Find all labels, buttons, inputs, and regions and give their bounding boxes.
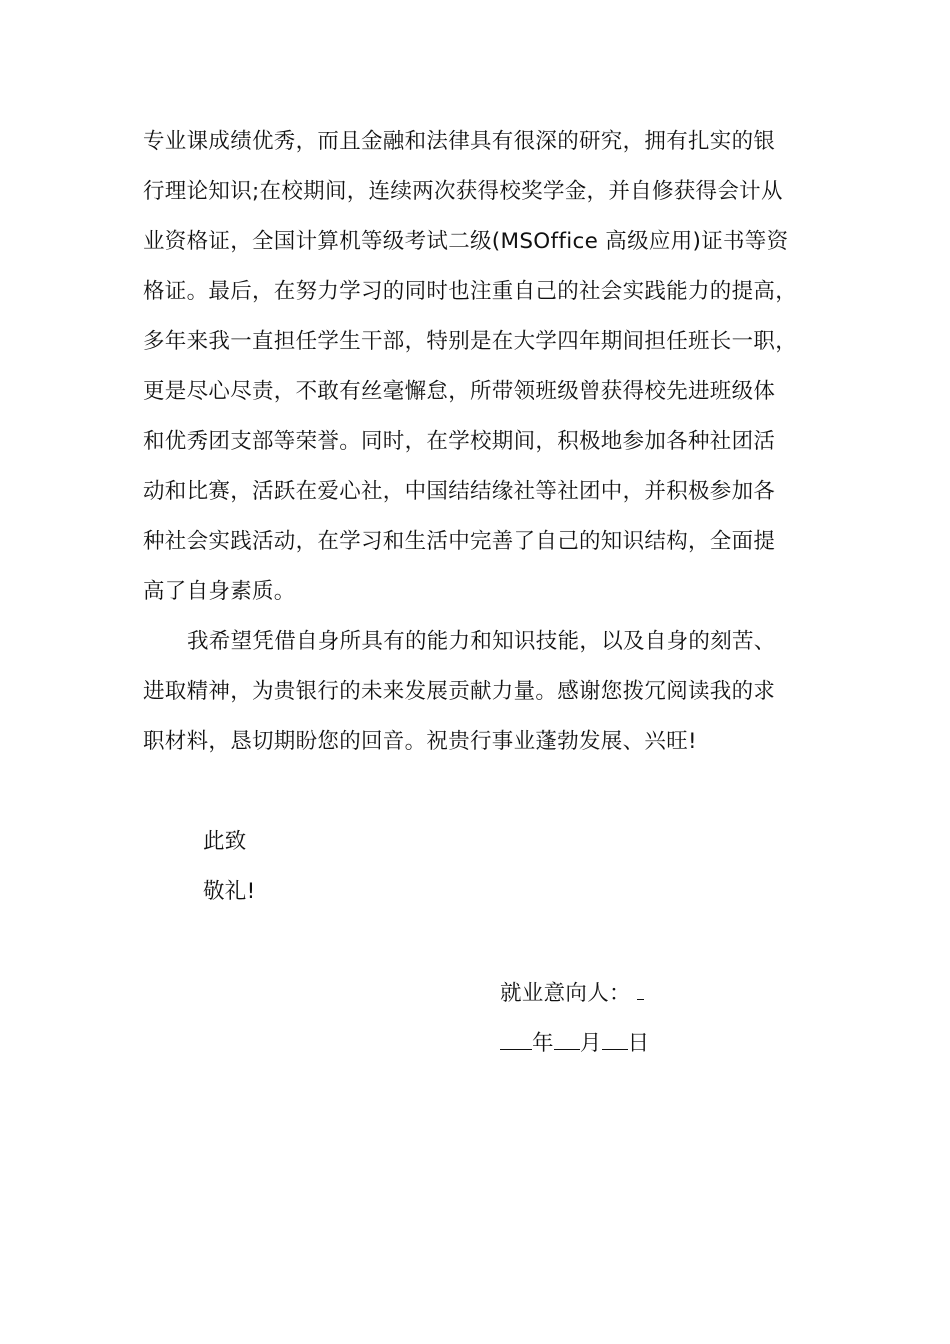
month-blank [554, 1027, 580, 1050]
day-blank [602, 1027, 628, 1050]
body-line: 高了自身素质。 [143, 579, 296, 604]
signature-label: 就业意向人： [500, 981, 631, 1006]
body-line: 业资格证，全国计算机等级考试二级(MSOffice 高级应用)证书等资 [143, 229, 789, 254]
day-label: 日 [627, 1031, 650, 1056]
month-label: 月 [579, 1031, 602, 1056]
body-line: 进取精神，为贵银行的未来发展贡献力量。感谢您拨冗阅读我的求 [143, 679, 776, 704]
body-line: 行理论知识;在校期间，连续两次获得校奖学金，并自修获得会计从 [143, 179, 783, 204]
closing-regards: 敬礼! [203, 879, 256, 904]
body-line: 和优秀团支部等荣誉。同时，在学校期间，积极地参加各种社团活 [143, 429, 776, 454]
year-label: 年 [532, 1031, 554, 1056]
body-line: 种社会实践活动，在学习和生活中完善了自己的知识结构，全面提 [143, 529, 776, 554]
body-line: 职材料，恳切期盼您的回音。祝贵行事业蓬勃发展、兴旺! [143, 729, 697, 754]
date-line [500, 1027, 649, 1059]
year-blank [500, 1027, 532, 1050]
body-line: 专业课成绩优秀，而且金融和法律具有很深的研究，拥有扎实的银 [143, 129, 776, 154]
closing-salutation: 此致 [203, 829, 247, 854]
body-line: 格证。最后，在努力学习的同时也注重自己的社会实践能力的提高， [143, 279, 798, 304]
body-line: 多年来我一直担任学生干部，特别是在大学四年期间担任班长一职， [143, 329, 798, 354]
signature-name-blank [637, 977, 644, 1000]
body-line-paragraph-start: 我希望凭借自身所具有的能力和知识技能，以及自身的刻苦、 [187, 629, 776, 654]
body-line: 动和比赛，活跃在爱心社，中国结结缘社等社团中，并积极参加各 [143, 479, 776, 504]
body-line: 更是尽心尽责，不敢有丝毫懈怠，所带领班级曾获得校先进班级体 [143, 379, 776, 404]
signature-line [500, 977, 644, 1009]
